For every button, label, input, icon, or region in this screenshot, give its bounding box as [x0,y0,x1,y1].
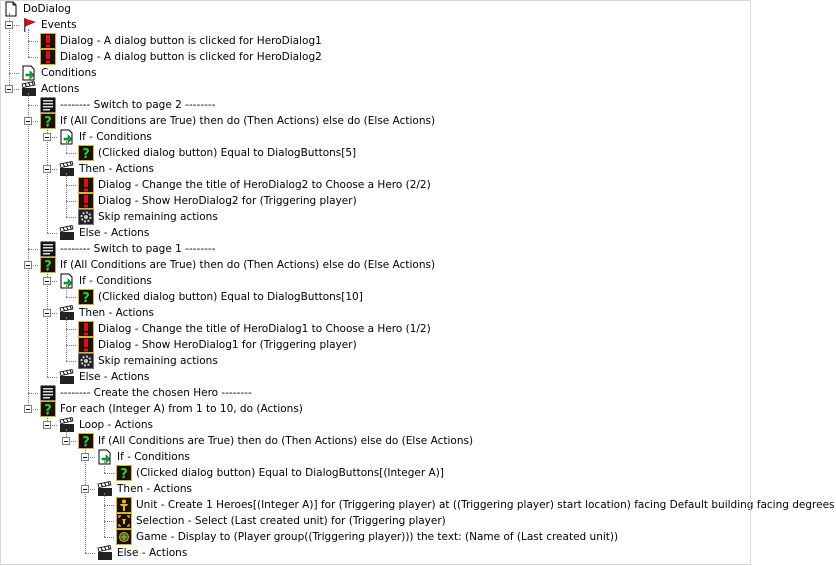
question-icon [116,465,132,481]
clapper-icon [59,305,75,321]
clapper-icon [59,225,75,241]
tree-connector [28,249,38,250]
tree-connector [47,269,48,377]
tree-connector [104,473,114,474]
tree-connector [66,173,67,217]
collapse-toggle[interactable] [81,453,89,461]
tree-connector [47,125,48,233]
action-item-label: Dialog - Show HeroDialog1 for (Triggering player) [98,339,357,351]
conditions-icon [97,449,113,465]
clapper-icon [59,161,75,177]
comment-item-label: -------- Switch to page 2 -------- [60,99,216,111]
tree-connector [85,445,86,553]
tree-connector [104,493,105,537]
comment-icon [40,97,56,113]
action-item-label: Selection - Select (Last created unit) for (Triggering player) [136,515,446,527]
clapper-icon [59,417,75,433]
if-action-label: If (All Conditions are True) then do (Then Actions) else do (Else Actions) [60,115,436,127]
tree-connector [104,537,114,538]
action-item-label: Game - Display to (Player group((Triggering player))) the text: (Name of (Last created unit)) [136,531,619,543]
question-icon [40,113,56,129]
tree-connector [66,345,76,346]
tree-connector [28,29,29,57]
question-icon [40,401,56,417]
collapse-toggle[interactable] [24,405,32,413]
comment-item-label: -------- Switch to page 1 -------- [60,243,216,255]
question-icon [78,289,94,305]
condition-item-label: (Clicked dialog button) Equal to DialogButtons[(Integer A)] [136,467,444,479]
then-actions-node-label: Then - Actions [79,307,155,319]
conditions-node-label: Conditions [41,67,97,79]
then-actions-node-label: Then - Actions [117,483,193,495]
else-actions-node-label: Else - Actions [79,371,150,383]
tree-connector [66,329,76,330]
actions-node-label: Actions [41,83,80,95]
tree-connector [28,393,38,394]
action-item-label: Dialog - Change the title of HeroDialog1 to Choose a Hero (1/2) [98,323,431,335]
tree-connector [66,141,67,153]
event-item-label: Dialog - A dialog button is clicked for HeroDialog2 [60,51,322,63]
action-item-label: Unit - Create 1 Heroes[(Integer A)] for (Triggering player) at ((Triggering player) start location) facing Default building facing degrees [136,499,835,511]
else-actions-node-label: Else - Actions [79,227,150,239]
exclamation-icon [78,321,94,337]
question-icon [78,433,94,449]
exclamation-icon [78,337,94,353]
exclamation-icon [78,193,94,209]
for-loop-action-label: For each (Integer A) from 1 to 10, do (Actions) [60,403,303,415]
clapper-icon [59,369,75,385]
conditions-icon [21,65,37,81]
gear-icon [78,353,94,369]
svg-text:?: ? [82,435,90,450]
flag-icon [21,17,37,33]
then-actions-node-label: Then - Actions [79,163,155,175]
exclamation-icon [78,177,94,193]
collapse-toggle[interactable] [43,421,51,429]
tree-connector [9,73,19,74]
tree-connector [66,361,76,362]
exclamation-icon [40,49,56,65]
collapse-toggle[interactable] [81,485,89,493]
tree-connector [28,93,29,409]
collapse-toggle[interactable] [43,133,51,141]
events-node-label: Events [41,19,77,31]
question-icon [40,257,56,273]
exclamation-icon [40,33,56,49]
action-item-label: Skip remaining actions [98,211,218,223]
tree-connector [66,217,76,218]
tree-connector [28,57,38,58]
if-conditions-node-label: If - Conditions [79,275,152,287]
gear-icon [78,209,94,225]
tree-connector [28,41,38,42]
game-icon [116,529,132,545]
tree-connector [85,553,95,554]
question-icon [78,145,94,161]
tree-connector [47,233,57,234]
svg-text:?: ? [44,259,52,274]
collapse-toggle[interactable] [5,85,13,93]
tree-connector [66,201,76,202]
tree-connector [104,521,114,522]
unit-icon [116,497,132,513]
conditions-icon [59,273,75,289]
collapse-toggle[interactable] [43,309,51,317]
comment-icon [40,241,56,257]
clapper-icon [21,81,37,97]
tree-connector [104,505,114,506]
comment-item-label: -------- Create the chosen Hero -------- [60,387,252,399]
action-item-label: Dialog - Show HeroDialog2 for (Triggering player) [98,195,357,207]
svg-text:?: ? [44,403,52,418]
action-item-label: Skip remaining actions [98,355,218,367]
if-action-label: If (All Conditions are True) then do (Then Actions) else do (Else Actions) [60,259,436,271]
if-conditions-node-label: If - Conditions [79,131,152,143]
tree-connector [28,105,38,106]
comment-icon [40,385,56,401]
trigger-root-label: DoDialog [23,3,71,15]
conditions-icon [59,129,75,145]
clapper-icon [97,481,113,497]
collapse-toggle[interactable] [43,165,51,173]
page-icon [3,1,19,17]
collapse-toggle[interactable] [5,21,13,29]
collapse-toggle[interactable] [62,437,70,445]
svg-text:?: ? [120,467,128,482]
tree-connector [66,297,76,298]
collapse-toggle[interactable] [43,277,51,285]
svg-text:?: ? [82,147,90,162]
event-item-label: Dialog - A dialog button is clicked for HeroDialog1 [60,35,322,47]
tree-connector [66,285,67,297]
tree-connector [104,461,105,473]
loop-actions-node-label: Loop - Actions [79,419,153,431]
collapse-toggle[interactable] [24,261,32,269]
action-item-label: Dialog - Change the title of HeroDialog2 to Choose a Hero (2/2) [98,179,431,191]
condition-item-label: (Clicked dialog button) Equal to DialogButtons[10] [98,291,363,303]
clapper-icon [97,545,113,561]
tree-connector [66,185,76,186]
tree-connector [66,317,67,361]
if-conditions-node-label: If - Conditions [117,451,190,463]
tree-connector [66,153,76,154]
svg-text:?: ? [44,115,52,130]
svg-text:?: ? [82,291,90,306]
tree-connector [47,377,57,378]
selection-icon [116,513,132,529]
collapse-toggle[interactable] [24,117,32,125]
if-action-label: If (All Conditions are True) then do (Then Actions) else do (Else Actions) [98,435,474,447]
else-actions-node-label: Else - Actions [117,547,188,559]
condition-item-label: (Clicked dialog button) Equal to DialogButtons[5] [98,147,357,159]
